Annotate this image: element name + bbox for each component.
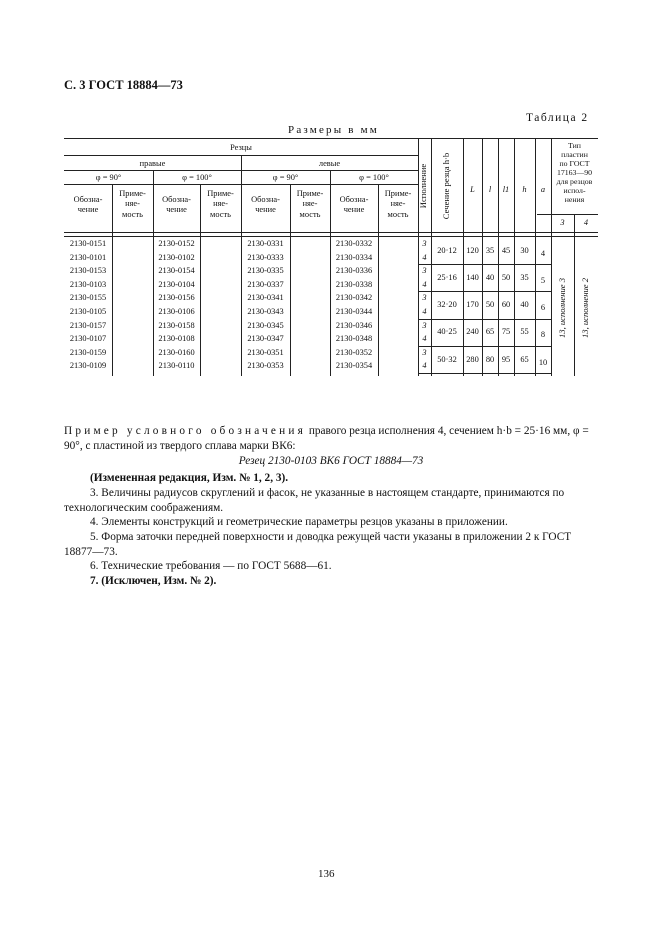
cell-section: 20·12 (437, 245, 457, 255)
cell-dim-a: 5 (540, 276, 546, 285)
dimensions-table (0, 0, 661, 400)
cell-dim-l1: 75 (501, 327, 511, 337)
header-left-phi100: φ = 100° (359, 173, 389, 182)
header-prim-3: Приме- няе- мость (296, 189, 324, 219)
header-rezcy: Резцы (230, 143, 252, 152)
header-prim-1: Приме- няе- мость (119, 189, 146, 219)
header-ispolnenie: Исполнение (418, 163, 428, 209)
cell-designation: 2130-0348 (335, 334, 373, 344)
cell-designation: 2130-0346 (335, 320, 373, 330)
cell-ispolnenie: 4 (422, 279, 427, 289)
cell-dim-a: 6 (540, 303, 546, 313)
cell-designation: 2130-0103 (69, 279, 107, 289)
cell-designation: 2130-0102 (158, 252, 195, 262)
plate-type-3: 13, исполнение 3 (557, 277, 567, 339)
cell-designation: 2130-0106 (158, 307, 195, 316)
example-designation: Резец 2130-0103 ВК6 ГОСТ 18884—73 (238, 455, 424, 467)
cell-section: 50·32 (437, 354, 457, 364)
cell-designation: 2130-0336 (335, 266, 373, 276)
cell-designation: 2130-0337 (247, 279, 284, 289)
cell-dim-l1: 45 (501, 245, 511, 255)
cell-dim-L: 240 (466, 327, 479, 337)
cell-ispolnenie: 3 (422, 347, 427, 357)
cell-designation: 2130-0159 (69, 347, 107, 357)
cell-designation: 2130-0345 (247, 320, 284, 330)
cell-designation: 2130-0335 (247, 266, 284, 276)
cell-designation: 2130-0332 (335, 239, 373, 248)
cell-dim-l1: 60 (501, 300, 511, 310)
cell-designation: 2130-0354 (335, 361, 373, 371)
cell-ispolnenie: 4 (422, 252, 427, 262)
cell-designation: 2130-0338 (335, 279, 373, 289)
header-h: h (522, 185, 527, 194)
cell-ispolnenie: 4 (422, 334, 427, 344)
cell-designation: 2130-0101 (69, 252, 107, 262)
header-levye: левые (318, 159, 341, 168)
plate-type-4: 13, исполнение 2 (580, 277, 590, 339)
cell-designation: 2130-0341 (247, 293, 284, 303)
cell-dim-l1: 50 (501, 273, 511, 282)
cell-designation: 2130-0104 (158, 279, 195, 289)
cell-designation: 2130-0158 (158, 320, 195, 330)
header-oboz-1: Обозна- чение (73, 195, 103, 215)
example-intro: Пример условного обозначения (64, 425, 306, 437)
cell-ispolnenie: 3 (422, 320, 427, 330)
header-tip-4: 4 (583, 218, 589, 227)
header-L: L (470, 185, 475, 194)
cell-designation: 2130-0342 (335, 293, 373, 303)
cell-dim-h: 65 (520, 354, 529, 364)
cell-dim-h: 35 (520, 273, 529, 282)
header-right-phi100: φ = 100° (182, 173, 212, 182)
example-text: правого резца исполнения 4, сечением h·b = 25·16 мм, φ = 90°, с пластиной из твердого сплава марки ВК6: (64, 425, 589, 452)
cell-designation: 2130-0331 (247, 239, 284, 248)
paragraph-amended: (Измененная редакция, Изм. № 1, 2, 3). (90, 472, 289, 484)
cell-dim-a: 8 (540, 330, 546, 340)
cell-section: 40·25 (437, 327, 457, 337)
cell-designation: 2130-0108 (158, 334, 195, 344)
cell-dim-h: 30 (520, 245, 529, 255)
cell-dim-h: 55 (520, 327, 529, 337)
cell-designation: 2130-0157 (69, 320, 107, 330)
cell-designation: 2130-0153 (69, 266, 107, 276)
cell-designation: 2130-0334 (335, 252, 373, 262)
cell-designation: 2130-0105 (69, 307, 107, 316)
header-oboz-3: Обозна- чение (251, 195, 280, 215)
cell-dim-a: 4 (540, 248, 546, 258)
cell-dim-L: 170 (466, 300, 479, 310)
cell-designation: 2130-0352 (335, 347, 373, 357)
paragraph-7: 7. (Исключен, Изм. № 2). (90, 575, 217, 587)
header-prim-2: Приме- няе- мость (207, 189, 234, 219)
cell-section: 25·16 (437, 273, 457, 282)
header-l: l (488, 185, 492, 194)
cell-designation: 2130-0107 (69, 334, 107, 344)
paragraph-6: 6. Технические требования — по ГОСТ 5688—61. (90, 560, 332, 572)
header-left-phi90: φ = 90° (272, 173, 299, 182)
cell-dim-l1: 95 (501, 354, 511, 364)
cell-designation: 2130-0347 (247, 334, 284, 344)
cell-designation: 2130-0152 (158, 239, 195, 248)
header-tip-3: 3 (560, 218, 565, 227)
example-paragraph (64, 424, 598, 454)
cell-designation: 2130-0110 (158, 361, 195, 371)
cell-ispolnenie: 4 (422, 361, 427, 371)
header-l1: l1 (502, 185, 510, 194)
cell-dim-L: 140 (466, 273, 479, 282)
cell-dim-l: 50 (485, 300, 495, 310)
cell-dim-h: 40 (520, 300, 529, 310)
cell-designation: 2130-0151 (69, 239, 107, 248)
cell-ispolnenie: 4 (422, 307, 427, 316)
header-oboz-4: Обозна- чение (339, 195, 369, 215)
cell-designation: 2130-0154 (158, 266, 195, 276)
cell-section: 32·20 (437, 300, 457, 310)
table-units: Размеры в мм (288, 124, 379, 136)
cell-designation: 2130-0109 (69, 361, 107, 371)
cell-dim-a: 10 (538, 357, 548, 367)
page-header: С. 3 ГОСТ 18884—73 (64, 78, 183, 92)
header-right-phi90: φ = 90° (95, 173, 122, 182)
cell-designation: 2130-0343 (247, 307, 284, 316)
header-a: a (540, 185, 546, 194)
cell-designation: 2130-0333 (247, 252, 284, 262)
cell-dim-L: 120 (466, 245, 479, 255)
paragraph-3: 3. Величины радиусов скруглений и фасок, не указанные в настоящем стандарте, принимаются по технологическим соображениям. (64, 487, 565, 514)
cell-dim-l: 40 (485, 273, 495, 282)
cell-ispolnenie: 3 (422, 266, 427, 276)
cell-designation: 2130-0155 (69, 293, 107, 303)
cell-designation: 2130-0353 (247, 361, 284, 371)
cell-ispolnenie: 3 (422, 293, 427, 303)
cell-dim-L: 280 (466, 354, 479, 364)
paragraph-5: 5. Форма заточки передней поверхности и доводка режущей части указаны в приложении 2 к ГОСТ 18877—73. (64, 531, 572, 558)
cell-dim-l: 65 (485, 327, 495, 337)
cell-designation: 2130-0160 (158, 347, 195, 357)
header-pravye: правые (139, 159, 166, 168)
table-label: Таблица 2 (526, 112, 589, 124)
paragraph-4: 4. Элементы конструкций и геометрические параметры резцов указаны в приложении. (90, 516, 508, 528)
cell-designation: 2130-0156 (158, 293, 195, 303)
page-number: 136 (318, 868, 335, 880)
header-sechenie: Сечение резца h·b (441, 152, 451, 220)
cell-dim-l: 80 (485, 354, 495, 364)
cell-designation: 2130-0344 (335, 307, 373, 316)
header-oboz-2: Обозна- чение (162, 195, 191, 215)
header-tip-plastin: Тип пластин по ГОСТ 17163—90 для резцов испол- нения (556, 141, 593, 205)
cell-ispolnenie: 3 (422, 239, 427, 248)
cell-dim-l: 35 (485, 245, 495, 255)
cell-designation: 2130-0351 (247, 347, 284, 357)
header-prim-4: Приме- няе- мость (384, 189, 412, 219)
